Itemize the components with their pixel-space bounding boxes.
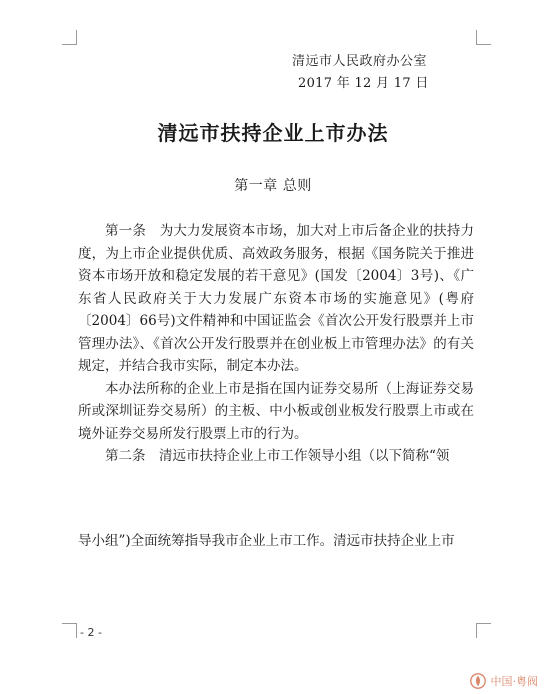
document-body <box>78 220 474 468</box>
crop-mark-bottom-right <box>476 623 491 638</box>
issuer-name: 清远市人民政府办公室 <box>292 54 428 69</box>
paragraph-continuation: 导小组”)全面统筹指导我市企业上市工作。清远市扶持企业上市 <box>78 533 455 549</box>
issue-date: 2017 年 12 月 17 日 <box>298 76 429 91</box>
crop-mark-bottom-left <box>62 623 77 638</box>
document-body-continued <box>78 530 474 553</box>
paragraph-article-2: 第二条 清远市扶持企业上市工作领导小组（以下简称“领 <box>105 448 450 464</box>
chapter-heading: 第一章 总则 <box>234 178 312 194</box>
watermark-text: 中国·粤阀 <box>490 675 538 688</box>
crop-mark-top-right <box>476 30 491 45</box>
document-title: 清远市扶持企业上市办法 <box>157 121 389 145</box>
paragraph-definition: 本办法所称的企业上市是指在国内证券交易所（上海证券交易所或深圳证券交易所）的主板、中小板或创业板发行股票上市或在境外证券交易所发行股票上市的行为。 <box>78 380 474 442</box>
crop-mark-top-left <box>62 30 77 45</box>
page-number: - 2 - <box>80 626 102 639</box>
site-watermark <box>469 672 539 690</box>
flame-logo-icon <box>469 672 487 690</box>
paragraph-article-1: 第一条 为大力发展资本市场，加大对上市后备企业的扶持力度，为上市企业提供优质、高效政务服务，根据《国务院关于推进资本市场开放和稳定发展的若干意见》(国发〔2004〕3号)、《广东省人民政府关于大力发展广东资本市场的实施意见》(粤府〔2004〕66号)文件精神和中国证监会《首次公开发行股票并上市管理办法》、《首次公开发行股票并在创业板上市管理办法》的有关规定，并结合我市实际，制定本办法。 <box>78 223 474 374</box>
